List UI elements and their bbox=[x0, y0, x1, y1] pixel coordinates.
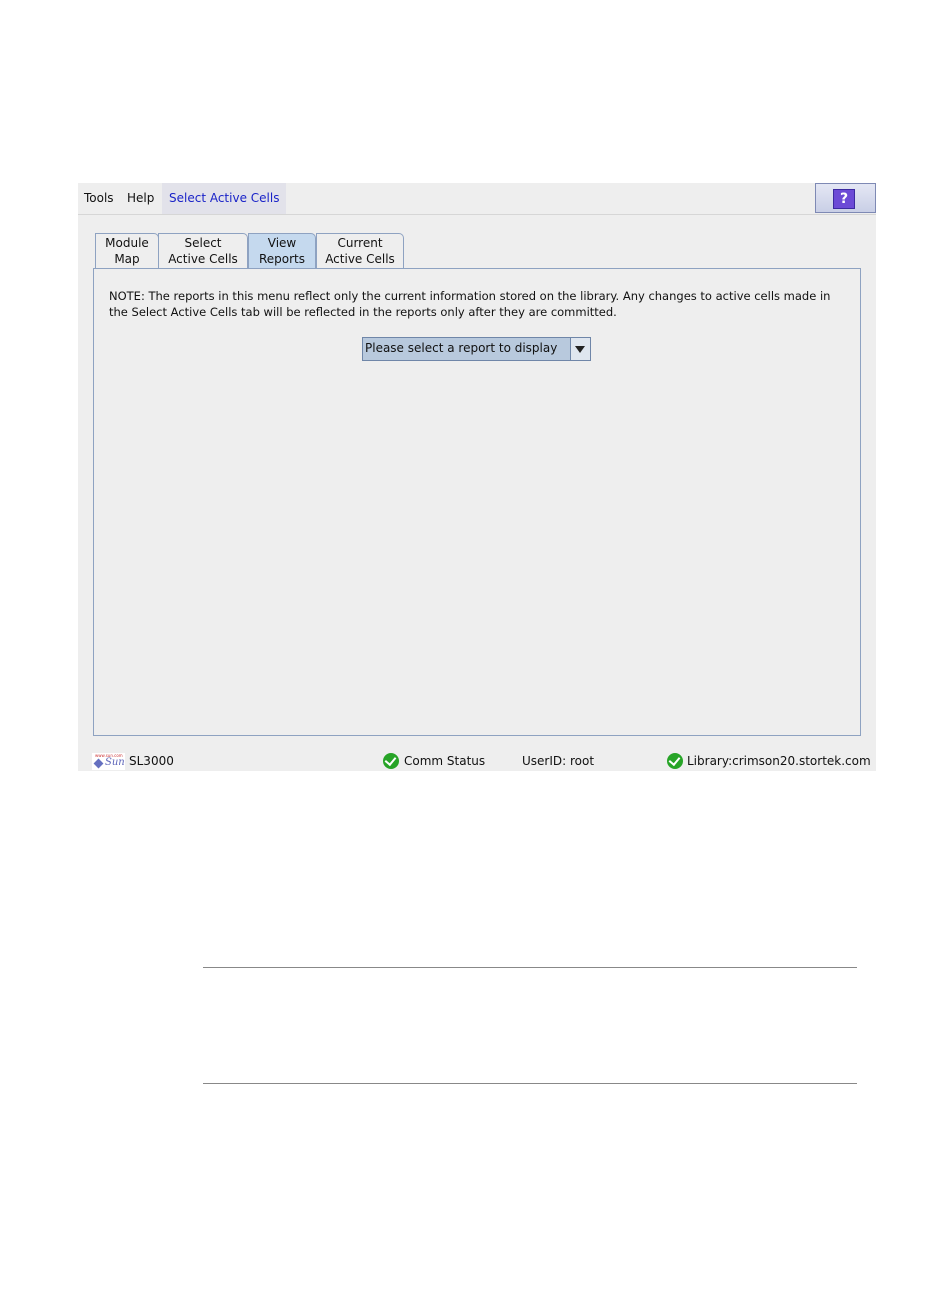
divider-bottom bbox=[203, 1083, 857, 1084]
status-bar bbox=[78, 751, 876, 771]
library-name: Library:crimson20.stortek.com bbox=[687, 754, 871, 768]
tab-select-active-cells[interactable] bbox=[158, 233, 248, 268]
reports-note: NOTE: The reports in this menu reflect only the current information stored on the library. Any changes to active cells made in the Select Active Cells tab will be reflected in the reports only after they are committed. bbox=[109, 289, 831, 319]
tab-label-line2: Map bbox=[114, 252, 140, 266]
library-status-check-icon bbox=[667, 753, 683, 769]
tab-label-line1: View bbox=[267, 236, 297, 250]
comm-status-check-icon bbox=[383, 753, 399, 769]
chevron-down-icon[interactable] bbox=[570, 338, 590, 360]
logo-url: www.sun.com bbox=[95, 753, 123, 758]
help-button[interactable] bbox=[815, 183, 876, 213]
menu-help[interactable]: Help bbox=[127, 191, 155, 205]
report-select[interactable] bbox=[362, 337, 591, 361]
tab-current-active-cells[interactable] bbox=[316, 233, 404, 268]
tab-label-line2: Active Cells bbox=[168, 252, 238, 266]
sun-logo bbox=[92, 753, 125, 770]
menu-select-active-cells[interactable]: Select Active Cells bbox=[162, 183, 286, 214]
divider-top bbox=[203, 967, 857, 968]
comm-status: Comm Status bbox=[404, 754, 486, 768]
report-select-value: Please select a report to display bbox=[365, 341, 558, 355]
user-id: UserID: root bbox=[522, 754, 595, 768]
tab-label-line1: Current bbox=[337, 236, 383, 250]
tab-module-map[interactable] bbox=[95, 233, 159, 268]
app-window bbox=[78, 183, 876, 771]
help-icon: ? bbox=[833, 189, 855, 209]
tab-label-line2: Active Cells bbox=[325, 252, 395, 266]
menu-tools[interactable]: Tools bbox=[84, 191, 114, 205]
tab-view-reports[interactable] bbox=[248, 233, 316, 269]
menubar bbox=[78, 183, 876, 215]
product-name: SL3000 bbox=[129, 754, 174, 768]
tab-label-line1: Module bbox=[105, 236, 149, 250]
reports-panel bbox=[93, 268, 861, 736]
tab-label-line1: Select bbox=[184, 236, 222, 250]
logo-text: Sun bbox=[105, 757, 125, 768]
logo-diamond-icon bbox=[94, 759, 104, 769]
tab-label-line2: Reports bbox=[258, 252, 306, 266]
